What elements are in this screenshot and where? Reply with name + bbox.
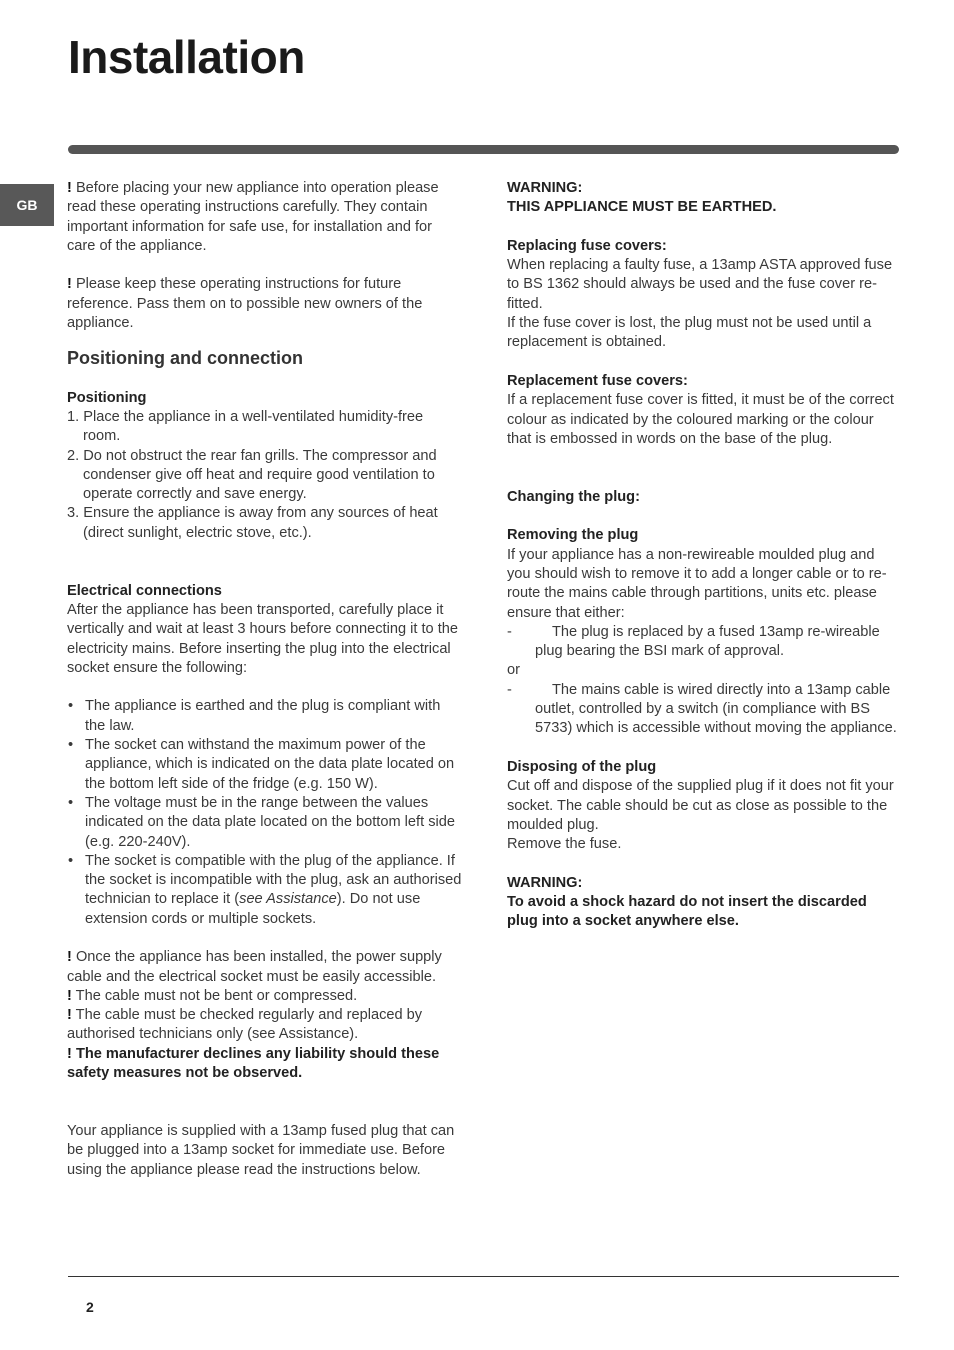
earthed-warning: THIS APPLIANCE MUST BE EARTHED. [507,199,777,216]
assistance-reference: see Assistance [239,891,337,908]
page-number: 2 [86,1299,94,1315]
exclamation-icon: ! [67,1045,72,1062]
exclamation-icon: ! [67,276,72,293]
install-note-2: ! The cable must not be bent or compressed. [67,987,358,1004]
footer-divider [68,1276,899,1277]
left-column [67,179,463,1180]
list-item: 2. Do not obstruct the rear fan grills. The compressor and condenser give off heat and require good ventilation to operate correctly and save energy. [67,447,437,503]
install-note-4: ! The manufacturer declines any liability should these safety measures not be observed. [67,1045,440,1082]
bullet-icon: • [68,698,74,715]
replacing-fuse-heading: Replacing fuse covers: [507,237,667,254]
intro-paragraph-1: ! Before placing your new appliance into operation please read these operating instructions carefully. They contain important information for safe use, for installation and for care of the appliance. [67,180,439,254]
or-text: or [507,662,520,679]
removing-plug-heading: Removing the plug [507,527,639,544]
replacing-fuse-text-2: If the fuse cover is lost, the plug must not be used until a replacement is obtained. [507,315,872,351]
list-item: • The appliance is earthed and the plug is compliant with the law. [68,698,441,734]
right-column [507,179,899,932]
positioning-heading: Positioning [67,389,147,406]
install-note-1: ! Once the appliance has been installed, the power supply cable and the electrical socket must be easily accessible. [67,949,442,985]
shock-warning: To avoid a shock hazard do not insert the discarded plug into a socket anywhere else. [507,893,867,930]
replacement-fuse-heading: Replacement fuse covers: [507,372,688,389]
disposing-plug-heading: Disposing of the plug [507,758,657,775]
warning-label: WARNING: [507,180,583,196]
list-item: 1. Place the appliance in a well-ventilated humidity-free room. [67,408,424,445]
list-item: - The mains cable is wired directly into a 13amp cable outlet, controlled by a switch (in compliance with BS 5733) which is accessible without moving the appliance. [507,681,897,737]
exclamation-icon: ! [67,1007,72,1024]
electrical-intro: After the appliance has been transported, carefully place it vertically and wait at least 3 hours before connecting it to the electricity mains. Before inserting the plug into the electrical socket ensure the following: [67,601,459,676]
removing-plug-text: If your appliance has a non-rewireable moulded plug and you should wish to remove it to add a longer cable or to re-route the mains cable through partitions, units etc. please ensure that either: [507,546,887,621]
bullet-icon: • [68,794,74,811]
bullet-icon: • [68,737,74,754]
section-heading: Positioning and connection [67,348,303,369]
dash-icon: - [507,623,512,640]
supplied-plug-paragraph: Your appliance is supplied with a 13amp fused plug that can be plugged into a 13amp socket for immediate use. Before using the appliance please read the instructions below. [67,1122,455,1178]
exclamation-icon: ! [67,987,72,1004]
list-item: • The socket can withstand the maximum power of the appliance, which is indicated on the data plate located on the bottom left side of the fridge (e.g. 150 W). [68,737,455,792]
page-title: Installation [68,31,305,83]
language-tab: GB [0,184,54,226]
warning-label-2: WARNING: [507,874,583,891]
list-item: - The plug is replaced by a fused 13amp re-wireable plug bearing the BSI mark of approval. [507,623,880,660]
header-divider [68,145,899,154]
list-item: • The voltage must be in the range between the values indicated on the data plate located on the bottom left side (e.g. 220-240V). [68,794,455,850]
bullet-icon: • [68,852,74,869]
list-item: 3. Ensure the appliance is away from any sources of heat (direct sunlight, electric stove, etc.). [67,505,438,541]
replacing-fuse-text: When replacing a faulty fuse, a 13amp ASTA approved fuse to BS 1362 should always be used and the fuse cover re-fitted. [507,257,893,312]
dash-icon: - [507,681,512,698]
changing-plug-heading: Changing the plug: [507,488,640,505]
electrical-heading: Electrical connections [67,582,222,599]
remove-fuse-text: Remove the fuse. [507,836,622,853]
disposing-plug-text: Cut off and dispose of the supplied plug if it does not fit your socket. The cable should be cut as close as possible to the moulded plug. [507,778,894,833]
replacement-fuse-text: If a replacement fuse cover is fitted, it must be of the correct colour as indicated by the coloured marking or the colour that is embossed in words on the base of the plug. [507,392,894,447]
exclamation-icon: ! [67,180,72,196]
intro-paragraph-2: ! Please keep these operating instructions for future reference. Pass them on to possible new owners of the appliance. [67,276,423,332]
exclamation-icon: ! [67,949,72,966]
install-note-3: ! The cable must be checked regularly and replaced by authorised technicians only (see Assistance). [67,1007,423,1043]
list-item: • The socket is compatible with the plug of the appliance. If the socket is incompatible with the plug, ask an authorised technician to replace it (see Assistance). Do not use extension cords or multiple sockets. [68,852,462,927]
